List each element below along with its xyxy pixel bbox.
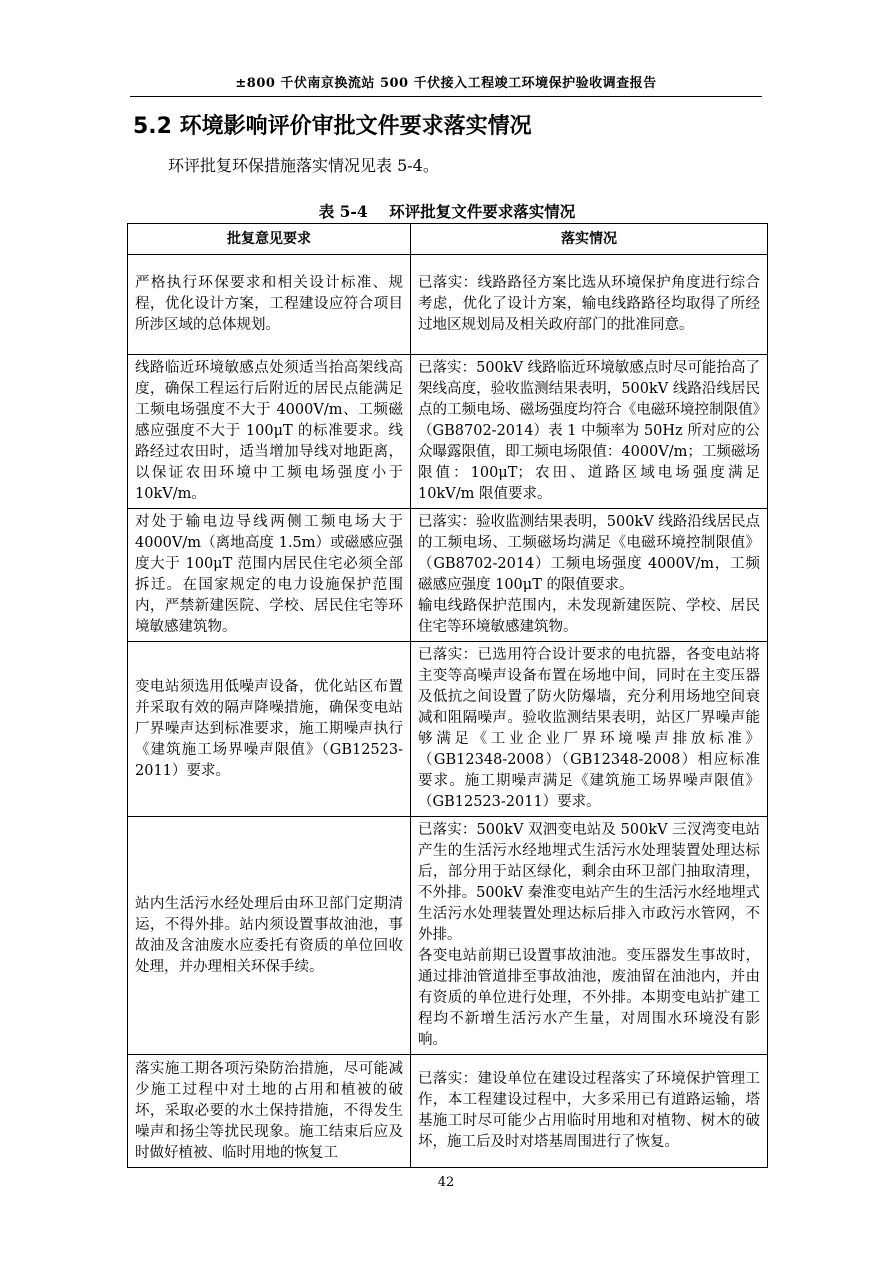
- implementation-cell: [411, 355, 768, 509]
- running-header: ±800 千伏南京换流站 500 千伏接入工程竣工环境保护验收调查报告: [235, 76, 657, 91]
- requirement-cell: 对处于输电边导线两侧工频电场大于 4000V/m（离地高度 1.5m）或磁感应强度大于 100μT 范围内居民住宅必须全部拆迁。在国家规定的电力设施保护范围内，严禁新建医院、学校、居民住宅等环境敏感建筑物。: [128, 509, 411, 642]
- implementation-cell: [411, 509, 768, 642]
- implementation-paragraph: 已落实：线路路径方案比选从环境保护角度进行综合考虑，优化了设计方案，输电线路路径均取得了所经过地区规划局及相关政府部门的批准同意。: [418, 275, 760, 333]
- intro-paragraph: 环评批复环保措施落实情况见表 5-4。: [168, 156, 439, 175]
- implementation-cell: [411, 255, 768, 355]
- implementation-cell: [411, 817, 768, 1055]
- requirement-cell: 严格执行环保要求和相关设计标准、规程，优化设计方案，工程建设应符合项目所涉区域的总体规划。: [128, 255, 411, 355]
- page-number: 42: [437, 1175, 455, 1190]
- column-header-requirement: 批复意见要求: [128, 224, 411, 255]
- implementation-paragraph: 已落实：验收监测结果表明，500kV 线路沿线居民点的工频电场、工频磁场均满足《电磁环境控制限值》（GB8702-2014）工频电场强度 4000V/m，工频磁感应强度 100μT 的限值要求。: [418, 514, 760, 593]
- implementation-paragraph: 已落实：500kV 双泗变电站及 500kV 三汊湾变电站产生的生活污水经地埋式生活污水处理装置处理达标后，部分用于站区绿化，剩余由环卫部门抽取清理，不外排。500kV 秦淮变电站产生的生活污水经地埋式生活污水处理装置处理达标后排入市政污水管网，不外排。: [418, 822, 760, 943]
- implementation-paragraph: 输电线路保护范围内，未发现新建医院、学校、居民住宅等环境敏感建筑物。: [418, 598, 760, 635]
- table-row: [128, 642, 768, 817]
- implementation-paragraph: 各变电站前期已设置事故油池。变压器发生事故时，通过排油管道排至事故油池，废油留在油池内，并由有资质的单位进行处理，不外排。本期变电站扩建工程均不新增生活污水产生量，对周围水环境没有影响。: [418, 948, 760, 1048]
- table-row: [128, 355, 768, 509]
- requirement-cell: 线路临近环境敏感点处须适当抬高架线高度，确保工程运行后附近的居民点能满足工频电场强度不大于 4000V/m、工频磁感应强度不大于 100μT 的标准要求。线路经过农田时，适当增加导线对地距离，以保证农田环境中工频电场强度小于 10kV/m。: [128, 355, 411, 509]
- implementation-paragraph: 已落实：已选用符合设计要求的电抗器，各变电站将主变等高噪声设备布置在场地中间，同时在主变压器及低抗之间设置了防火防爆墙，充分利用场地空间衰减和阻隔噪声。验收监测结果表明，站区厂界噪声能够满足《工业企业厂界环境噪声排放标准》（GB12348-2008）（GB12348-2008）相应标准要求。施工期噪声满足《建筑施工场界噪声限值》（GB12523-2011）要求。: [418, 647, 760, 810]
- requirement-cell: 落实施工期各项污染防治措施，尽可能减少施工过程中对土地的占用和植被的破坏，采取必要的水土保持措施，不得发生噪声和扬尘等扰民现象。施工结束后应及时做好植被、临时用地的恢复工: [128, 1055, 411, 1168]
- column-header-implementation: 落实情况: [411, 224, 768, 255]
- section-title: 5.2 环境影响评价审批文件要求落实情况: [133, 114, 532, 139]
- table-caption: 表 5-4 环评批复文件要求落实情况: [318, 202, 576, 221]
- implementation-paragraph: 已落实：建设单位在建设过程落实了环境保护管理工作，本工程建设过程中，大多采用已有道路运输，塔基施工时尽可能少占用临时用地和对植物、树木的破坏，施工后及时对塔基周围进行了恢复。: [418, 1071, 760, 1150]
- table-row: [128, 1055, 768, 1168]
- table-row: [128, 817, 768, 1055]
- table-row: [128, 255, 768, 355]
- requirements-table: [127, 223, 768, 1168]
- table-row: [128, 509, 768, 642]
- implementation-cell: [411, 642, 768, 817]
- implementation-cell: [411, 1055, 768, 1168]
- header-rule: [130, 96, 762, 97]
- requirement-cell: 变电站须选用低噪声设备，优化站区布置并采取有效的隔声降噪措施，确保变电站厂界噪声达到标准要求，施工期噪声执行《建筑施工场界噪声限值》（GB12523-2011）要求。: [128, 642, 411, 817]
- implementation-paragraph: 已落实：500kV 线路临近环境敏感点时尽可能抬高了架线高度，验收监测结果表明，500kV 线路沿线居民点的工频电场、磁场强度均符合《电磁环境控制限值》（GB8702-2014）表 1 中频率为 50Hz 所对应的公众曝露限值，即工频电场限值：4000V/m；工频磁场限值：100μT；农田、道路区域电场强度满足 10kV/m 限值要求。: [418, 360, 760, 502]
- requirement-cell: 站内生活污水经处理后由环卫部门定期清运，不得外排。站内须设置事故油池，事故油及含油废水应委托有资质的单位回收处理，并办理相关环保手续。: [128, 817, 411, 1055]
- table-header-row: [128, 224, 768, 255]
